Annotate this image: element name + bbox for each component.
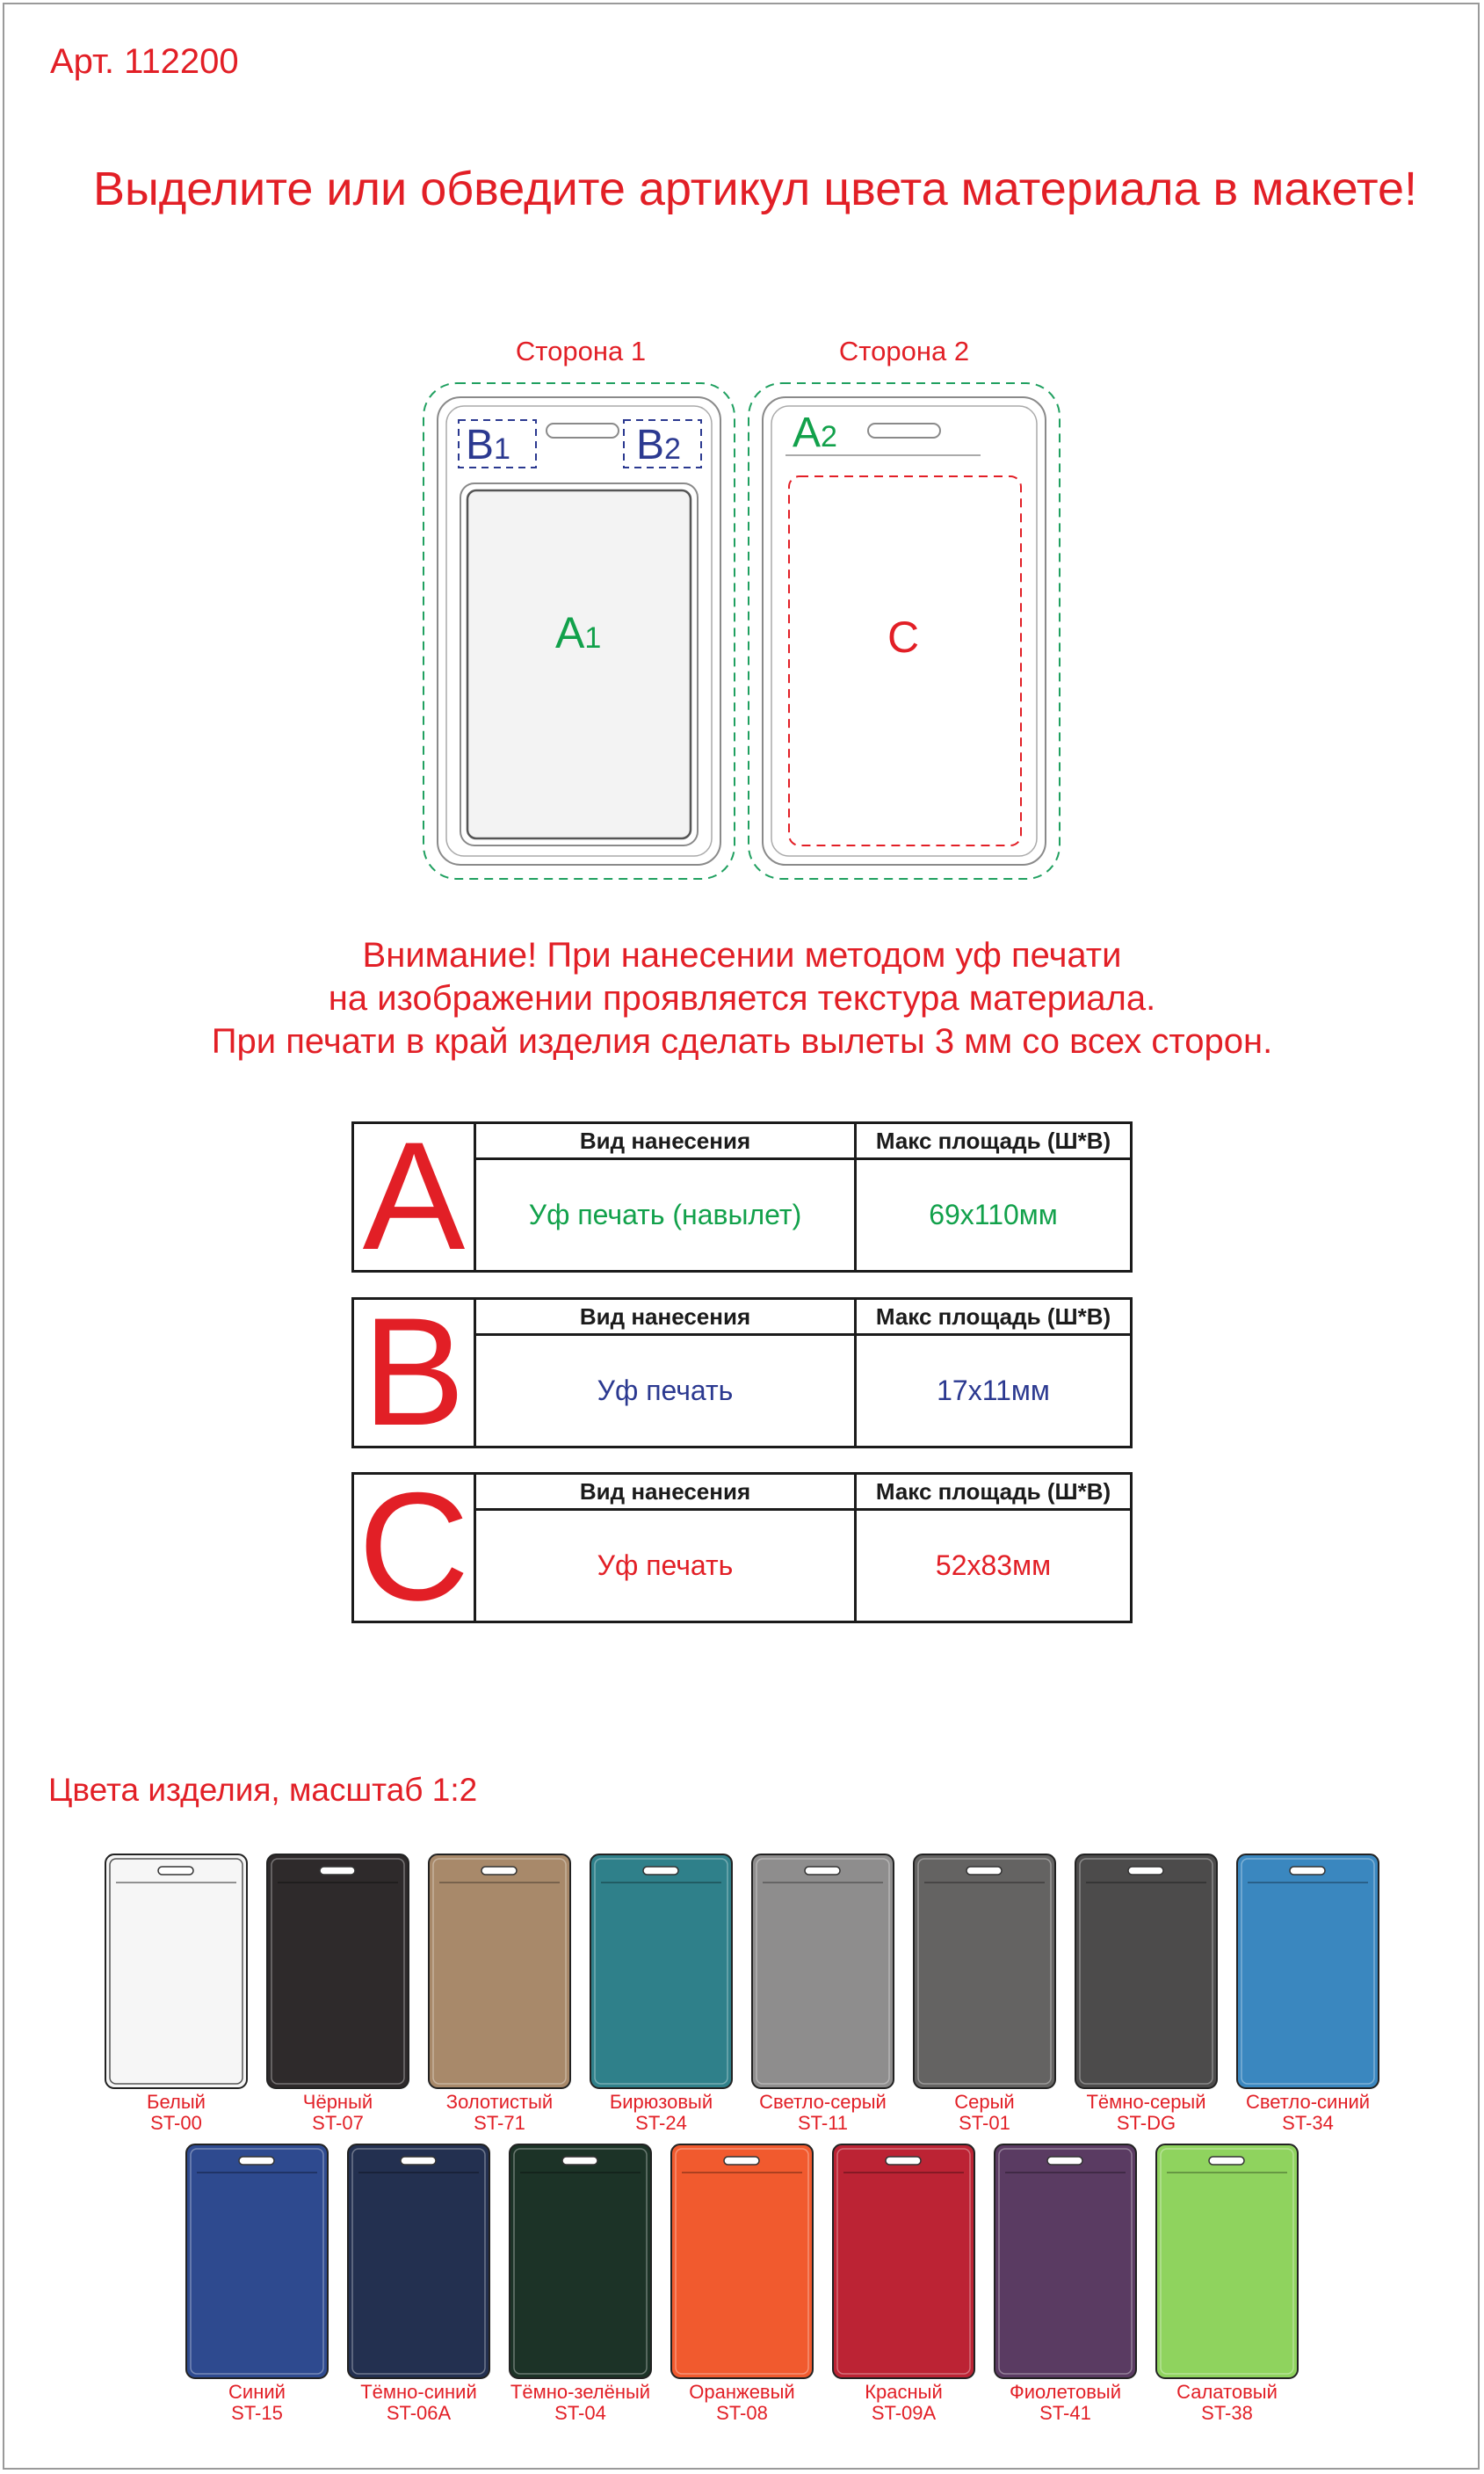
color-code: ST-09A: [871, 2402, 937, 2424]
badge-holder-icon: [508, 2143, 653, 2380]
badge-holder-icon: [1155, 2143, 1299, 2380]
badge-holder-icon: [831, 2143, 976, 2380]
badge-holder-icon: [670, 2143, 814, 2380]
zone-b1-label: B1: [466, 422, 510, 468]
color-code: ST-41: [1039, 2402, 1091, 2424]
color-code: ST-11: [797, 2112, 849, 2134]
col-header-method: Вид нанесения: [475, 1123, 856, 1159]
color-swatch[interactable]: [589, 1853, 734, 2134]
badge-holder-icon: [346, 2143, 491, 2380]
color-name: Тёмно-серый: [1086, 2091, 1206, 2113]
spec-area: 52x83мм: [856, 1510, 1132, 1622]
color-swatch[interactable]: [831, 2143, 976, 2424]
spec-letter: B: [353, 1299, 475, 1447]
spec-table-b: [351, 1287, 1133, 1458]
color-label: [1056, 2092, 1236, 2134]
color-label: [894, 2092, 1075, 2134]
color-swatch[interactable]: [1235, 1853, 1380, 2134]
color-code: ST-71: [474, 2112, 525, 2134]
color-swatch[interactable]: [750, 1853, 895, 2134]
spec-letter: C: [353, 1474, 475, 1622]
spec-table-c: [351, 1462, 1133, 1633]
color-swatch[interactable]: [1074, 1853, 1219, 2134]
color-code: ST-00: [150, 2112, 202, 2134]
color-name: Светло-серый: [759, 2091, 887, 2113]
color-name: Белый: [147, 2091, 206, 2113]
color-code: ST-DG: [1116, 2112, 1176, 2134]
zone-a1-label: A1: [555, 608, 602, 657]
color-code: ST-04: [554, 2402, 606, 2424]
uv-print-notice: [0, 934, 1484, 1063]
badge-holder-icon: [912, 1853, 1057, 2090]
color-name: Тёмно-синий: [360, 2381, 477, 2403]
card-layout-diagram: [413, 378, 1072, 888]
color-label: [652, 2382, 832, 2424]
color-swatch[interactable]: [185, 2143, 329, 2424]
color-name: Чёрный: [302, 2091, 373, 2113]
color-swatch[interactable]: [265, 1853, 410, 2134]
color-name: Бирюзовый: [609, 2091, 713, 2113]
color-label: [248, 2092, 428, 2134]
color-code: ST-01: [959, 2112, 1010, 2134]
zone-b2-label: B2: [636, 422, 681, 468]
color-name: Оранжевый: [689, 2381, 795, 2403]
col-header-method: Вид нанесения: [475, 1299, 856, 1335]
color-label: [409, 2092, 590, 2134]
color-swatch[interactable]: [993, 2143, 1138, 2424]
color-label: [490, 2382, 670, 2424]
badge-holder-icon: [750, 1853, 895, 2090]
badge-holder-icon: [1074, 1853, 1219, 2090]
color-label: [814, 2382, 994, 2424]
color-name: Синий: [228, 2381, 286, 2403]
side-2-card: [749, 383, 1060, 879]
col-header-method: Вид нанесения: [475, 1474, 856, 1510]
color-name: Золотистый: [445, 2091, 554, 2113]
color-label: [167, 2382, 347, 2424]
color-swatch[interactable]: [427, 1853, 572, 2134]
zone-c-label: C: [887, 613, 920, 662]
color-swatch[interactable]: [508, 2143, 653, 2424]
colors-title: Цвета изделия, масштаб 1:2: [48, 1772, 478, 1808]
notice-line-3: При печати в край изделия сделать вылеты 3 мм со всех сторон.: [211, 1022, 1273, 1061]
color-code: ST-38: [1201, 2402, 1253, 2424]
badge-holder-icon: [1235, 1853, 1380, 2090]
article-number: Арт. 112200: [50, 42, 239, 81]
color-swatch[interactable]: [1155, 2143, 1299, 2424]
color-label: [86, 2092, 266, 2134]
color-name: Фиолетовый: [1010, 2381, 1121, 2403]
spec-method: Уф печать: [475, 1510, 856, 1622]
col-header-area: Макс площадь (Ш*В): [856, 1299, 1132, 1335]
badge-holder-icon: [993, 2143, 1138, 2380]
badge-holder-icon: [427, 1853, 572, 2090]
color-swatch[interactable]: [104, 1853, 249, 2134]
badge-holder-icon: [104, 1853, 249, 2090]
badge-holder-icon: [589, 1853, 734, 2090]
notice-line-2: на изображении проявляется текстура материала.: [328, 979, 1156, 1018]
headline: Выделите или обведите артикул цвета материала в макете!: [92, 163, 1418, 215]
color-label: [733, 2092, 913, 2134]
spec-area: 17x11мм: [856, 1335, 1132, 1447]
color-name: Тёмно-зелёный: [510, 2381, 651, 2403]
spec-table-a: [351, 1111, 1133, 1282]
color-label: [1218, 2092, 1398, 2134]
color-name: Серый: [954, 2091, 1015, 2113]
color-code: ST-34: [1282, 2112, 1334, 2134]
side-2-label: Сторона 2: [838, 336, 970, 366]
color-label: [1137, 2382, 1317, 2424]
color-swatch[interactable]: [912, 1853, 1057, 2134]
spec-letter: A: [353, 1123, 475, 1272]
color-label: [329, 2382, 509, 2424]
zone-a2-label: A2: [793, 410, 837, 456]
side-1-card: [423, 383, 735, 879]
color-label: [975, 2382, 1155, 2424]
spec-method: Уф печать (навылет): [475, 1159, 856, 1272]
color-code: ST-08: [716, 2402, 768, 2424]
spec-method: Уф печать: [475, 1335, 856, 1447]
spec-area: 69x110мм: [856, 1159, 1132, 1272]
color-swatch[interactable]: [346, 2143, 491, 2424]
color-swatch[interactable]: [670, 2143, 814, 2424]
side-1-label: Сторона 1: [515, 336, 647, 366]
badge-holder-icon: [185, 2143, 329, 2380]
color-label: [571, 2092, 751, 2134]
color-code: ST-24: [635, 2112, 687, 2134]
color-code: ST-07: [312, 2112, 364, 2134]
color-code: ST-15: [231, 2402, 283, 2424]
color-name: Светло-синий: [1245, 2091, 1371, 2113]
col-header-area: Макс площадь (Ш*В): [856, 1474, 1132, 1510]
color-code: ST-06A: [386, 2402, 452, 2424]
col-header-area: Макс площадь (Ш*В): [856, 1123, 1132, 1159]
badge-holder-icon: [265, 1853, 410, 2090]
color-name: Салатовый: [1176, 2381, 1278, 2403]
notice-line-1: Внимание! При нанесении методом уф печати: [362, 936, 1122, 975]
color-name: Красный: [865, 2381, 943, 2403]
